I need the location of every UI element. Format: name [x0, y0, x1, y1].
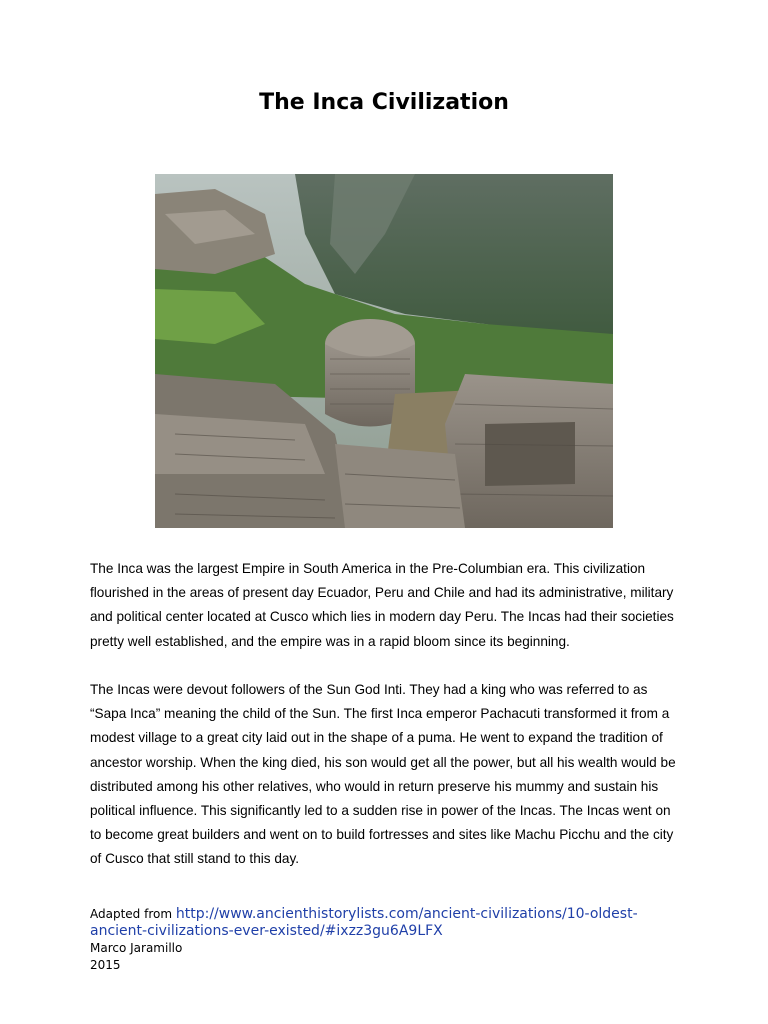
machu-picchu-photo: [155, 174, 613, 528]
source-footer: [90, 906, 690, 974]
author-name: Marco Jaramillo: [90, 941, 183, 955]
source-prefix: Adapted from: [90, 907, 176, 921]
page-title: The Inca Civilization: [259, 90, 509, 115]
source-line: [90, 906, 690, 940]
paragraph-2: The Incas were devout followers of the Sun God Inti. They had a king who was referred to as “Sapa Inca” meaning the child of the Sun. The first Inca emperor Pachacuti transformed it from a modest village to a great city laid out in the shape of a puma. He went to expand the tradition of ancestor worship. When the king died, his son would get all the power, but all his wealth would be distributed among his other relatives, who would in return preserve his mummy and sustain his political influence. This significantly led to a sudden rise in power of the Incas. The Incas went on to become great builders and went on to build fortresses and sites like Machu Picchu and the city of Cusco that still stand to this day.: [90, 682, 676, 867]
source-link[interactable]: http://www.ancienthistorylists.com/ancient-civilizations/10-oldest-ancient-civilizations-ever-existed/#ixzz3gu6A9LFX: [90, 906, 638, 939]
publication-year: 2015: [90, 958, 121, 972]
paragraph-1: The Inca was the largest Empire in South America in the Pre-Columbian era. This civilization flourished in the areas of present day Ecuador, Peru and Chile and had its administrative, military and political center located at Cusco which lies in modern day Peru. The Incas had their societies pretty well established, and the empire was in a rapid bloom since its beginning.: [90, 561, 674, 649]
